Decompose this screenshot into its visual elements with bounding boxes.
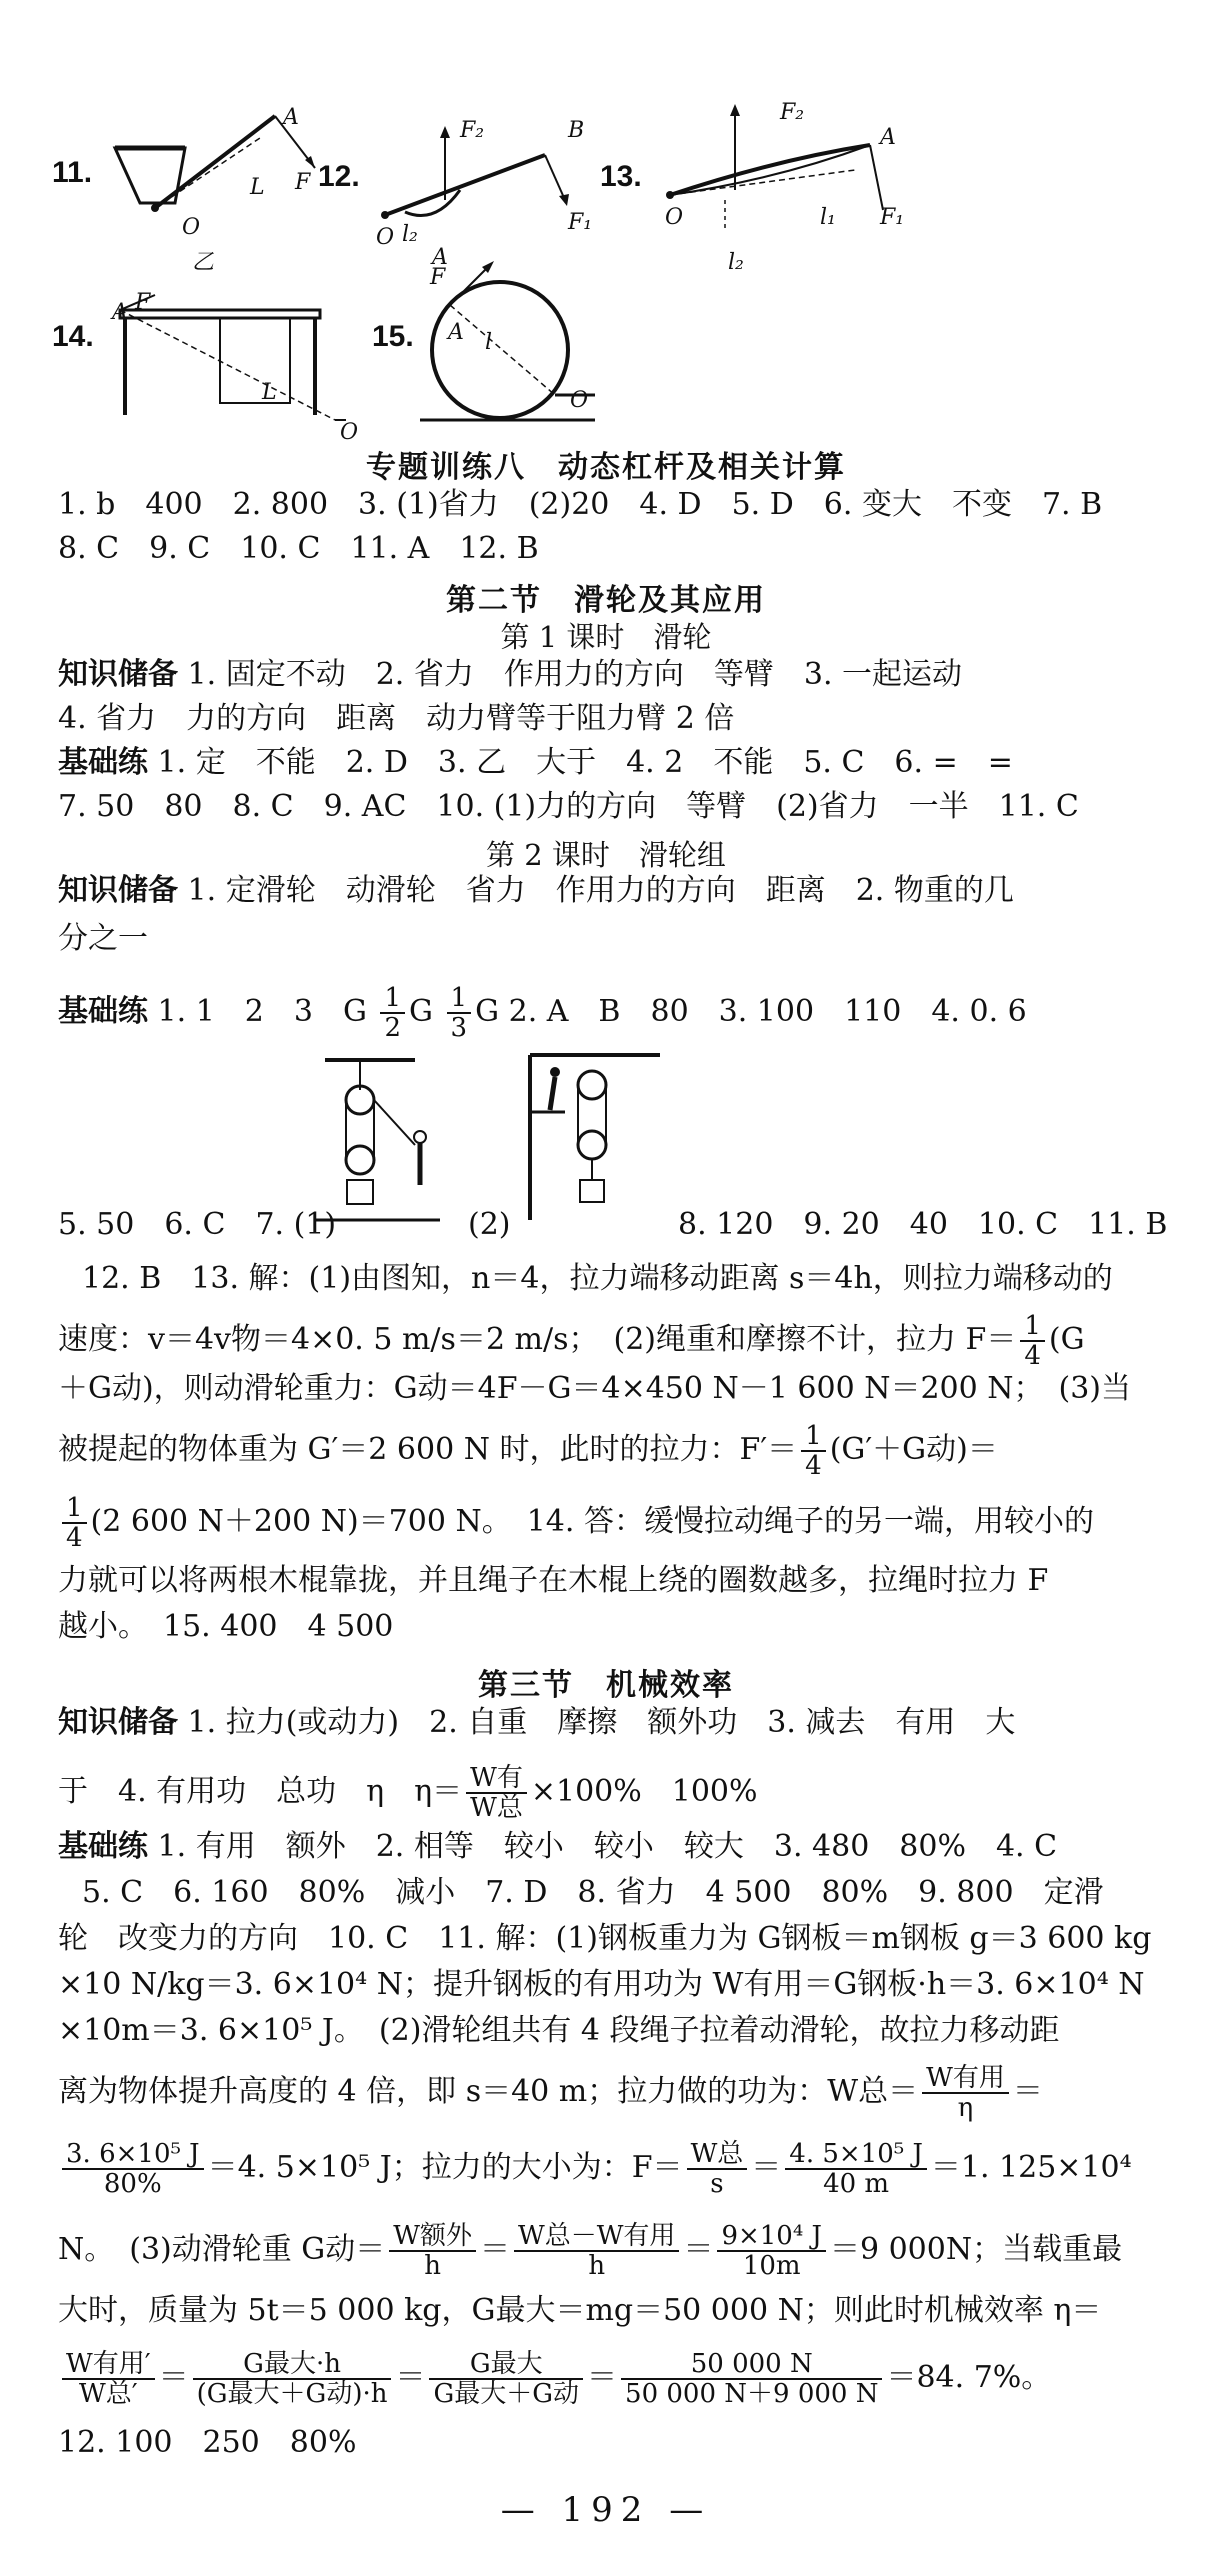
fraction-f	[687, 2140, 748, 2198]
fraction-f-val	[785, 2140, 927, 2198]
n: 1	[447, 984, 472, 1014]
q13-line-4	[58, 1422, 998, 1480]
label: 基础练	[58, 994, 148, 1029]
frac-g	[429, 2350, 583, 2408]
s3-knowledge-2	[58, 1764, 758, 1822]
l1-knowledge-2: 4. 省力 力的方向 距离 动力臂等于阻力臂 2 倍	[58, 701, 735, 736]
l1-knowledge-1	[58, 656, 962, 694]
figure-label: L	[250, 175, 265, 200]
t: 速度：v＝4v物＝4×0. 5 m/s＝2 m/s； (2)绳重和摩擦不计，拉力 F＝	[58, 1322, 1017, 1357]
section-title-3: 第三节 机械效率	[478, 1668, 734, 1703]
fraction-quarter	[62, 1494, 87, 1552]
figure-label: F₁	[568, 210, 593, 235]
figure-label: B	[568, 118, 585, 143]
text: 1. 有用 额外 2. 相等 较小 较小 较大 3. 480 80% 4. C	[157, 1829, 1058, 1864]
label: 基础练	[58, 1829, 148, 1864]
d: 4	[805, 1451, 822, 1481]
d: 80%	[103, 2169, 162, 2199]
text-b: G	[409, 994, 433, 1029]
n: W有	[466, 1764, 527, 1794]
d: 4	[66, 1523, 83, 1553]
n: 4. 5×10⁵ J	[785, 2140, 927, 2170]
fraction-quarter	[1020, 1312, 1045, 1370]
q13-line-2	[58, 1312, 1085, 1370]
l2-basic-row-5-c: 8. 120 9. 20 40 10. C 11. B	[678, 1207, 1168, 1242]
pulley-figure-1	[315, 1055, 445, 1225]
figure-label: O	[665, 205, 684, 230]
s3-basic-3: 轮 改变力的方向 10. C 11. 解：(1)钢板重力为 G钢板＝m钢板 g＝3 600 kg	[58, 1921, 1152, 1956]
figure-label: O	[340, 420, 359, 445]
l1-basic-2: 7. 50 80 8. C 9. AC 10. (1)力的方向 等臂 (2)省力 一半 11. C	[58, 789, 1079, 824]
n: 1	[62, 1494, 87, 1524]
text-a: 5. 50 6. C 7. (1)	[58, 1207, 337, 1242]
figure-label: F	[295, 170, 311, 195]
q13-line-1: 12. B 13. 解：(1)由图知，n＝4，拉力端移动距离 s＝4h，则拉力端移动的	[82, 1261, 1113, 1296]
s3-basic-4: ×10 N/kg＝3. 6×10⁴ N；提升钢板的有用功为 W有用＝G钢板·h＝3. 6×10⁴ N	[58, 1967, 1145, 2002]
n: W总－W有用	[514, 2222, 679, 2252]
s3-basic-11: 12. 100 250 80%	[58, 2425, 357, 2460]
fraction-quarter	[801, 1422, 826, 1480]
n: W有用′	[62, 2350, 155, 2380]
d: 10m	[742, 2251, 801, 2281]
t: ＝84. 7%。	[886, 2360, 1052, 2395]
figure-label: A	[112, 300, 128, 325]
figure-13-lever	[655, 100, 895, 250]
section-title-special-8: 专题训练八 动态杠杆及相关计算	[366, 450, 846, 485]
section-title-2: 第二节 滑轮及其应用	[446, 583, 766, 618]
frac-gh	[193, 2350, 392, 2408]
frac-num	[621, 2350, 882, 2408]
n: W额外	[389, 2222, 476, 2252]
l2-basic-1	[58, 982, 1027, 1042]
figure-label: F₂	[780, 100, 805, 125]
n: G最大·h	[193, 2350, 392, 2380]
t2: ＝1. 125×10⁴	[930, 2150, 1132, 2185]
fig-15-number: 15.	[372, 320, 414, 353]
text: 1. 定滑轮 动滑轮 省力 作用力的方向 距离 2. 物重的几	[187, 873, 1014, 908]
s3-basic-6	[58, 2064, 1043, 2122]
text-c: G	[475, 994, 500, 1029]
figure-label: A	[448, 320, 464, 345]
n: 50 000 N	[621, 2350, 882, 2380]
n: W有用	[922, 2064, 1009, 2094]
d: W总	[470, 1793, 523, 1823]
frac-c	[717, 2222, 826, 2280]
t: N。 (3)动滑轮重 G动＝	[58, 2232, 386, 2267]
l2-knowledge-1	[58, 872, 1014, 910]
s8-line-2: 8. C 9. C 10. C 11. A 12. B	[58, 531, 539, 566]
n: 1	[380, 984, 405, 1014]
s3-basic-1	[58, 1828, 1057, 1866]
figure-label: L	[262, 380, 277, 405]
figure-label: O	[570, 388, 589, 413]
figure-label: F	[135, 290, 151, 315]
fraction-value	[62, 2140, 204, 2198]
t: 于 4. 有用功 总功 η η＝	[58, 1774, 463, 1809]
t2: (G′＋G动)＝	[829, 1432, 998, 1467]
s3-basic-7	[58, 2140, 1132, 2198]
d: G最大＋G动	[433, 2379, 580, 2409]
figure-label: F	[430, 265, 446, 290]
label: 知识储备	[58, 1705, 178, 1740]
fraction-eta	[466, 1764, 527, 1822]
q13-line-5	[58, 1494, 1094, 1552]
s3-knowledge-1	[58, 1704, 1015, 1742]
d: 4	[1024, 1341, 1041, 1371]
frac-a	[389, 2222, 476, 2280]
n: 1	[1020, 1312, 1045, 1342]
d: 50 000 N＋9 000 N	[625, 2379, 879, 2409]
t2: (G	[1048, 1322, 1085, 1357]
figure-label: A	[283, 105, 299, 130]
q13-line-6: 力就可以将两根木棍靠拢，并且绳子在木棍上绕的圈数越多，拉绳时拉力 F	[58, 1563, 1049, 1598]
s8-line-1: 1. b 400 2. 800 3. (1)省力 (2)20 4. D 5. D 6. 变大 不变 7. B	[58, 487, 1103, 522]
fig-11-number: 11.	[52, 156, 93, 189]
eq: ＝	[751, 2150, 782, 2185]
l1-basic-1	[58, 744, 1013, 782]
d: 2	[384, 1013, 402, 1043]
figure-label: A	[432, 245, 448, 270]
pulley-figure-2	[520, 1050, 670, 1230]
t2: ×100% 100%	[530, 1774, 758, 1809]
d: (G最大＋G动)·h	[196, 2379, 388, 2409]
s3-basic-2: 5. C 6. 160 80% 减小 7. D 8. 省力 4 500 80% 9. 800 定滑	[82, 1875, 1104, 1910]
t: 被提起的物体重为 G′＝2 600 N 时，此时的拉力：F′＝	[58, 1432, 798, 1467]
d: 3	[450, 1013, 468, 1043]
l2-basic-row-5	[58, 1206, 336, 1244]
q13-line-7: 越小。 15. 400 4 500	[58, 1609, 394, 1644]
fraction-w	[922, 2064, 1009, 2122]
lesson-2-title: 第 2 课时 滑轮组	[486, 838, 726, 872]
figure-label: O	[182, 215, 201, 240]
s3-basic-5: ×10m＝3. 6×10⁵ J。 (2)滑轮组共有 4 段绳子拉着动滑轮，故拉力移动距	[58, 2013, 1060, 2048]
q13-line-3: ＋G动)，则动滑轮重力：G动＝4F－G＝4×450 N－1 600 N＝200 N； (3)当	[58, 1371, 1131, 1406]
fig-12-number: 12.	[318, 160, 360, 193]
fig-13-number: 13.	[600, 160, 642, 193]
s3-basic-9: 大时，质量为 5t＝5 000 kg，G最大＝mg＝50 000 N；则此时机械效率 η＝	[58, 2293, 1102, 2328]
frac-eff	[62, 2350, 155, 2408]
text: 1. 固定不动 2. 省力 作用力的方向 等臂 3. 一起运动	[187, 657, 963, 692]
t: 离为物体提升高度的 4 倍，即 s＝40 m；拉力做的功为：W总＝	[58, 2074, 919, 2109]
t2: ＝9 000N；当载重最	[829, 2232, 1123, 2267]
n: 3. 6×10⁵ J	[62, 2140, 204, 2170]
fraction-third	[447, 984, 472, 1042]
figure-label: l₂	[402, 222, 418, 247]
figure-label: 乙	[192, 250, 215, 275]
text-d: 2. A B 80 3. 100 110 4. 0. 6	[508, 994, 1027, 1029]
t2: ＝	[1012, 2074, 1043, 2109]
figure-label: O	[376, 225, 395, 250]
d: h	[588, 2251, 606, 2281]
n: 1	[801, 1422, 826, 1452]
fraction-half	[380, 984, 405, 1042]
label: 知识储备	[58, 657, 178, 692]
t: ＝4. 5×10⁵ J；拉力的大小为：F＝	[207, 2150, 683, 2185]
n: 9×10⁴ J	[717, 2222, 826, 2252]
figure-label: l₂	[728, 250, 744, 275]
figure-label: l₁	[820, 205, 836, 230]
figure-label: A	[880, 125, 896, 150]
n: G最大	[429, 2350, 583, 2380]
s3-basic-10: $\frac{\text{W有用′}}{\text{W总′}}$ ＝ $\frac{\text{G最大·h}}{\text{(G最大＋G动)·h}}$ ＝ $\frac{\text{G最大}}{\text{G最大＋G动}}$ ＝ $\frac{50 000 N}{50 000 N+9 000 N}$ ＝84. 7%。	[58, 2350, 1051, 2408]
fig-14-number: 14.	[52, 320, 94, 353]
d: η	[957, 2093, 974, 2123]
t: (2 600 N＋200 N)＝700 N。 14. 答：缓慢拉动绳子的另一端，用较小的	[90, 1504, 1094, 1539]
s3-basic-8: N。 (3)动滑轮重 G动＝ $\frac{\text{W额外}}{h}$ ＝ $\frac{\text{W总－W有用}}{h}$ ＝ $\frac{\text{9×10⁴ J}}{10m}$ ＝9 000N；当载重最	[58, 2221, 1123, 2281]
l2-basic-row-5-b: (2)	[468, 1207, 511, 1242]
text-a: 1. 1 2 3 G	[157, 994, 367, 1029]
lesson-1-title: 第 1 课时 滑轮	[500, 620, 712, 654]
frac-b	[514, 2222, 679, 2280]
figure-label: F₂	[460, 118, 485, 143]
label: 知识储备	[58, 873, 178, 908]
d: 40 m	[823, 2169, 890, 2199]
label: 基础练	[58, 745, 148, 780]
text: 1. 定 不能 2. D 3. 乙 大于 4. 2 不能 5. C 6. = =	[157, 745, 1013, 780]
d: h	[424, 2251, 441, 2281]
d: W总′	[79, 2379, 138, 2409]
n: W总	[687, 2140, 748, 2170]
text: 1. 拉力(或动力) 2. 自重 摩擦 额外功 3. 减去 有用 大	[187, 1705, 1016, 1740]
figure-label: l	[485, 330, 493, 355]
figure-label: F₁	[880, 205, 905, 230]
l2-knowledge-2: 分之一	[58, 921, 148, 956]
page-number: — 192 —	[500, 2490, 712, 2530]
d: s	[710, 2169, 724, 2199]
